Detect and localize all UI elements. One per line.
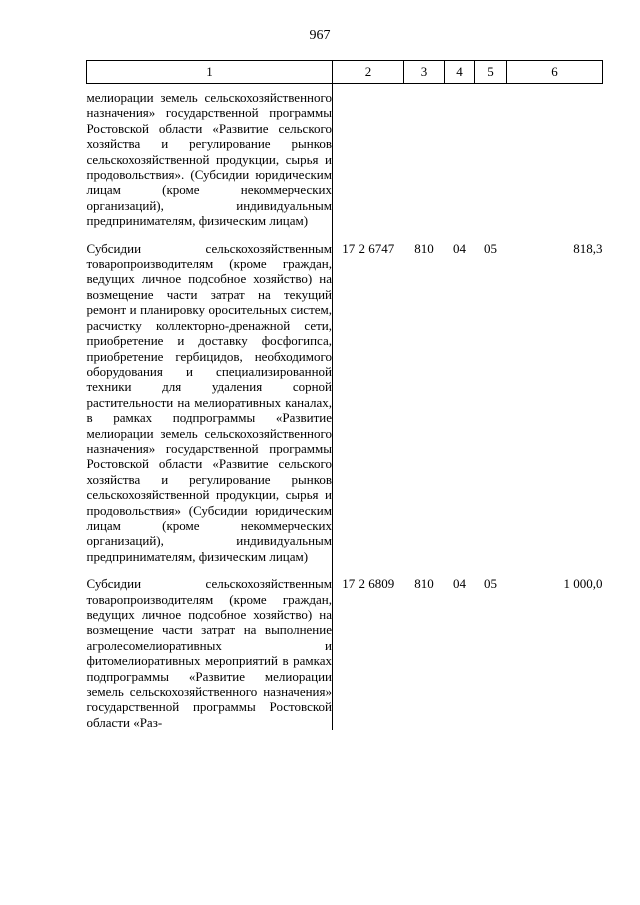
table-row xyxy=(87,84,603,229)
spacer-cell xyxy=(445,229,475,241)
table-row xyxy=(87,241,603,565)
spacer-cell xyxy=(445,564,475,576)
row-subsection: 05 xyxy=(484,240,497,256)
header-col-5: 5 xyxy=(475,61,507,84)
budget-table xyxy=(86,60,603,730)
row-subsection xyxy=(475,84,507,229)
row-amount: 818,3 xyxy=(573,240,603,256)
spacer-cell xyxy=(507,229,603,241)
row-amount: 1 000,0 xyxy=(563,576,603,592)
row-spacer xyxy=(87,229,603,241)
row-description: Субсидии сельскохозяйственным товаропроизводителям (кроме граждан, ведущих личное подсобное хозяйство) на возмещение части затрат на текущий ремонт и планировку оросительных систем, расчистку коллекторно-дренажной сети, приобретение и доставку фосфогипса, приобретение гербицидов, необходимого оборудования и специализированной техники для удаления сорной растительности на мелиоративных каналах, в рамках подпрограммы «Развитие мелиорации земель сельскохозяйственного назначения» государственной программы Ростовской области «Развитие сельского хозяйства и регулирование рынков сельскохозяйственной продукции, сырья и продовольствия» (Субсидии юридическим лицам (кроме некоммерческих организаций), индивидуальным предпринимателям, физическим лицам) xyxy=(86,240,332,564)
row-target-code xyxy=(333,84,404,229)
spacer-cell xyxy=(87,564,333,576)
header-col-2: 2 xyxy=(333,61,404,84)
spacer-cell xyxy=(404,564,445,576)
spacer-cell xyxy=(404,229,445,241)
row-section: 04 xyxy=(453,240,466,256)
row-section: 04 xyxy=(453,576,466,592)
row-expense-type xyxy=(404,84,445,229)
header-row xyxy=(87,61,603,84)
spacer-cell xyxy=(475,229,507,241)
header-col-6: 6 xyxy=(507,61,603,84)
row-target-code: 17 2 6747 xyxy=(342,240,395,256)
row-expense-type: 810 xyxy=(414,240,434,256)
row-subsection: 05 xyxy=(484,576,497,592)
header-col-3: 3 xyxy=(404,61,445,84)
row-expense-type: 810 xyxy=(414,576,434,592)
spacer-cell xyxy=(475,564,507,576)
spacer-cell xyxy=(87,229,333,241)
header-col-1: 1 xyxy=(87,61,333,84)
row-spacer xyxy=(87,564,603,576)
table-row xyxy=(87,576,603,730)
row-target-code: 17 2 6809 xyxy=(342,576,395,592)
spacer-cell xyxy=(333,564,404,576)
row-section xyxy=(445,84,475,229)
spacer-cell xyxy=(333,229,404,241)
row-description: мелиорации земель сельскохозяйственного назначения» государственной программы Ростовской области «Развитие сельского хозяйства и регулирование рынков сельскохозяйственной продукции, сырья и продовольствия». (Субсидии юридическим лицам (кроме некоммерческих организаций), индивидуальным предпринимателям, физическим лицам) xyxy=(87,84,333,229)
spacer-cell xyxy=(507,564,603,576)
header-col-4: 4 xyxy=(445,61,475,84)
row-description: Субсидии сельскохозяйственным товаропроизводителям (кроме граждан, ведущих личное подсобное хозяйство) на возмещение части затрат на выполнение агролесомелиоративных и фитомелиоративных мероприятий в рамках подпрограммы «Развитие мелиорации земель сельскохозяйственного назначения» государственной программы Ростовской области «Раз- xyxy=(86,576,332,730)
page-number: 967 xyxy=(309,28,331,43)
row-amount xyxy=(507,84,603,229)
